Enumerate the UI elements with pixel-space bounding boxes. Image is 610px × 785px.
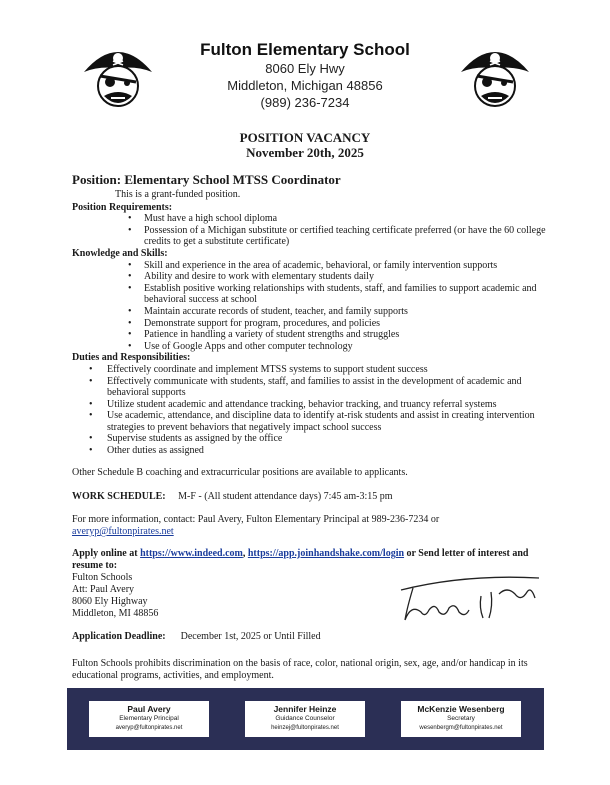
contact-card [401,701,521,737]
list-item: • Effectively communicate with students, staff, and families to assist in the development of academic and behavioral supports [72,376,552,399]
list-item: • Maintain accurate records of student, teacher, and family supports [72,306,552,318]
vacancy-heading [0,130,610,160]
schedule-value: M-F - (All student attendance days) 7:45 am-3:15 pm [178,491,393,502]
deadline-label: Application Deadline: [72,631,166,642]
indeed-link[interactable]: https://www.indeed.com [140,548,243,559]
school-phone: (989) 236-7234 [260,95,350,110]
contact-name: McKenzie Wesenberg [417,704,505,714]
list-item: • Ability and desire to work with elementary students daily [72,271,552,283]
schedule-label: WORK SCHEDULE: [72,491,166,502]
deadline-value: December 1st, 2025 or Until Filled [180,631,321,642]
contact-card [245,701,365,737]
vacancy-title: POSITION VACANCY [239,130,371,145]
mail-address-line: 8060 Ely Highway [72,596,148,607]
list-item: • Establish positive working relationships with students, staff, and families to support academic and behavioral success at school [72,283,552,306]
mail-address-line: Middleton, MI 48856 [72,608,159,619]
skills-heading: Knowledge and Skills: [72,247,168,259]
contact-title: Elementary Principal [119,715,179,722]
apply-suffix: or Send letter of interest and resume to: [72,548,529,571]
list-item: • Demonstrate support for program, procedures, and policies [72,318,552,330]
list-item: • Skill and experience in the area of academic, behavioral, or family intervention supports [72,260,552,272]
apply-sep: , [242,548,246,559]
other-positions: Other Schedule B coaching and extracurricular positions are available to applicants. [72,467,408,478]
contact-email: heinzej@fultonpirates.net [271,725,339,731]
requirements-heading: Position Requirements: [72,201,173,213]
contact-email-link[interactable]: averyp@fultonpirates.net [72,526,174,537]
contact-name: Jennifer Heinze [273,704,337,714]
work-schedule [72,491,552,503]
handshake-link[interactable]: https://app.joinhandshake.com/login [247,548,405,559]
list-item: • Patience in handling a variety of student strengths and struggles [72,329,552,341]
contact-text: For more information, contact: Paul Avery, Fulton Elementary Principal at 989-236-7234 or [72,514,440,525]
apply-prefix: Apply online at [72,548,138,559]
footer-band [67,688,544,750]
contact-title: Guidance Counselor [275,715,335,722]
school-city: Middleton, Michigan 48856 [227,78,383,93]
school-header [150,40,460,111]
list-item: • Use academic, attendance, and discipline data to identify at-risk students and assist in creating intervention strategies to prevent behaviors that negatively impact school success [72,410,552,433]
contact-title: Secretary [447,715,475,722]
signature [395,568,545,628]
contact-card [89,701,209,737]
mail-address-line: Fulton Schools [72,572,133,583]
list-item: • Must have a high school diploma [72,213,552,225]
position-title: Position: Elementary School MTSS Coordinator [72,172,341,187]
pirate-logo-icon [78,38,158,118]
list-item: • Effectively coordinate and implement MTSS systems to support student success [72,364,552,376]
contact-info [72,514,552,538]
requirements-list [72,213,552,248]
list-item: • Utilize student academic and attendance tracking, behavior tracking, and truancy referral systems [72,399,552,411]
contact-name: Paul Avery [127,704,171,714]
duties-list [72,364,552,457]
job-description [72,189,552,457]
pirate-logo-icon [455,38,535,118]
list-item: • Possession of a Michigan substitute or certified teaching certificate preferred (or have the 60 college credits to get a substitute certificate) [72,225,552,248]
skills-list [72,260,552,353]
mail-address-line: Att: Paul Avery [72,584,135,595]
list-item: • Use of Google Apps and other computer technology [72,341,552,353]
nondiscrimination-statement: Fulton Schools prohibits discrimination on the basis of race, color, national origin, sex, age, and/or handicap in its educational programs, activities, and employment. [72,658,528,681]
vacancy-date: November 20th, 2025 [246,145,364,160]
duties-heading: Duties and Responsibilities: [72,352,191,364]
school-name: Fulton Elementary School [200,40,410,59]
contact-email: wesenbergm@fultonpirates.net [419,725,503,731]
grant-note: This is a grant-funded position. [115,189,241,200]
school-street: 8060 Ely Hwy [265,61,345,76]
contact-email: averyp@fultonpirates.net [115,725,183,731]
application-deadline [72,631,552,643]
list-item: • Supervise students as assigned by the office [72,433,552,445]
list-item: • Other duties as assigned [72,445,552,457]
